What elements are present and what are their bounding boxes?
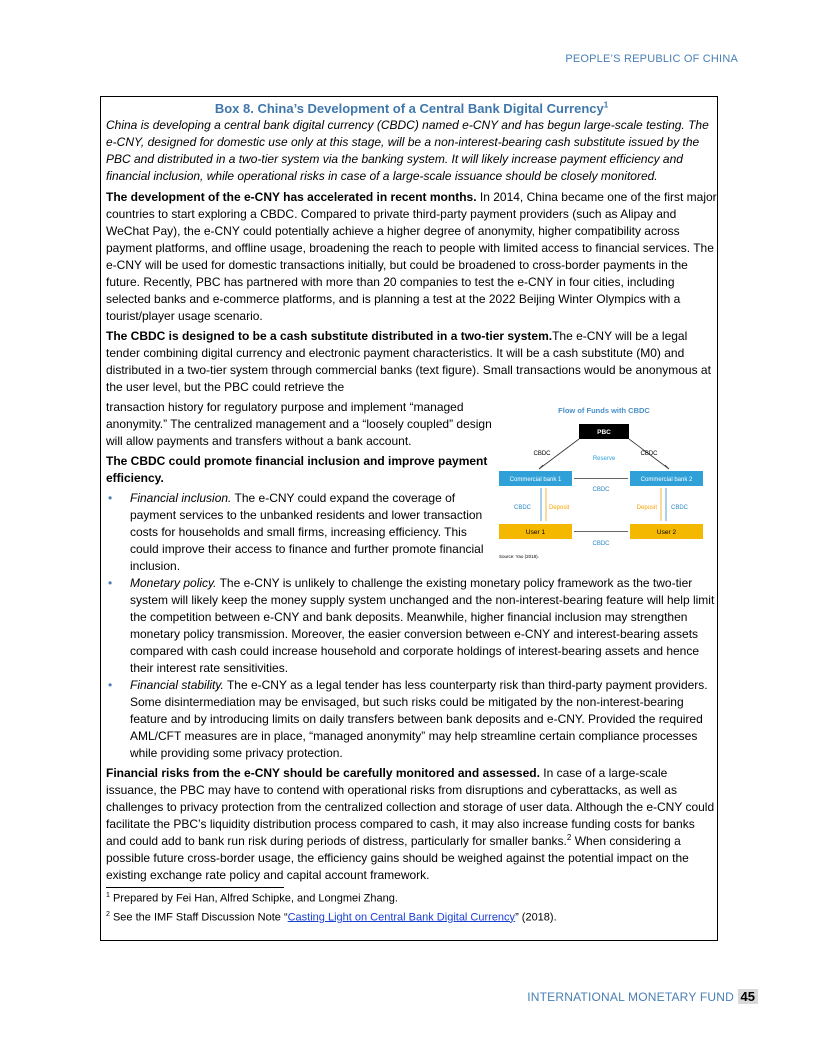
deposit-label-user1: Deposit	[549, 505, 570, 511]
bank1-label: Commercial bank 1	[509, 477, 562, 483]
user1-label: User 1	[525, 529, 546, 536]
cbdc-label-user2: CBDC	[671, 505, 689, 511]
bullet-marker: •	[108, 491, 113, 505]
text-financial-stability: The e-CNY as a legal tender has less counterparty risk than third-party payment providers. Some disintermediation may be envisaged, but such risks could be mitigated by the non-interest-bearing feature and by introducing limits on daily transfers between bank deposits and e-CNY. Provided the required AML/CFT measures are in place, “managed anonymity” may help streamline certain compliance processes while providing some privacy protection.	[130, 678, 708, 760]
text-development: In 2014, China became one of the first major countries to start exploring a CBDC. Compared to private third-party payment providers (such as Alipay and WeChat Pay), the e-CNY could potentially achieve a higher degree of anonymity, higher compatibility across payment platforms, and offline usage, broadening the reach to people with limited access to financial services. The e-CNY will be used for domestic transactions initially, but could be broadened to cross-border payments in the future. Recently, PBC has partnered with more than 20 companies to test the e-CNY in four cities, including selected banks and e-commerce platforms, and is planning a test at the 2022 Beijing Winter Olympics with a tourist/player usage scenario.	[106, 190, 717, 323]
box-summary: China is developing a central bank digital currency (CBDC) named e-CNY and has begun large-scale testing. The e-CNY, designed for domestic use only at this stage, will be a non-interest-bearing cash substitute issued by the PBC and distributed in a two-tier system via the banking system. It will likely increase payment efficiency and financial inclusion, while operational risks in case of a large-scale issuance should be closely monitored.	[106, 118, 709, 183]
footer-label: INTERNATIONAL MONETARY FUND	[527, 990, 734, 1004]
bullet-financial-stability	[106, 677, 717, 762]
footnote-ref-2: 2	[566, 833, 572, 842]
pbc-label: PBC	[597, 429, 611, 436]
lead-risks: Financial risks from the e-CNY should be carefully monitored and assessed.	[106, 766, 540, 780]
box-8	[100, 96, 718, 941]
text-design-part1: The e-CNY will be a legal tender combining digital currency and electronic payment characteristics. It will be a cash substitute (M0) and distributed in a two-tier system through commercial banks (text figure). Small transactions would be anonymous at the user level, but the PBC could retrieve the	[106, 329, 711, 394]
term-financial-inclusion: Financial inclusion.	[130, 491, 232, 505]
footnote-2-num: 2	[106, 910, 110, 918]
bank2-label: Commercial bank 2	[640, 477, 693, 483]
reserve-label: Reserve	[592, 456, 616, 462]
page-number: 45	[738, 989, 758, 1004]
footnote-1-num: 1	[106, 892, 110, 899]
footnote-1-text: Prepared by Fei Han, Alfred Schipke, and Longmei Zhang.	[109, 892, 398, 905]
term-financial-stability: Financial stability.	[130, 678, 224, 692]
term-monetary-policy: Monetary policy.	[130, 576, 217, 590]
footnote-2	[106, 907, 716, 926]
cbdc-label-user1: CBDC	[513, 505, 531, 511]
bullet-marker: •	[108, 576, 113, 590]
cbdc-label-right: CBDC	[640, 451, 658, 457]
deposit-label-user2: Deposit	[636, 505, 657, 511]
lead-development: The development of the e-CNY has accelerated in recent months.	[106, 190, 477, 204]
box-title	[106, 100, 717, 117]
bullet-financial-inclusion	[106, 490, 717, 575]
figure-source: Source: Yao (2018).	[499, 554, 539, 559]
para-design-cont: transaction history for regulatory purpose and implement “managed anonymity.” The centralized management and a “loosely coupled” design will allow payments and transfers without a bank account.	[106, 400, 492, 448]
lead-inclusion: The CBDC could promote financial inclusion and improve payment efficiency.	[106, 454, 488, 485]
lead-design: The CBDC is designed to be a cash substitute distributed in a two-tier system.	[106, 329, 553, 343]
cbdc-label-left: CBDC	[533, 451, 551, 457]
text-financial-inclusion: The e-CNY could expand the coverage of payment services to the unbanked residents and lower transaction costs for households and small firms, increasing efficiency. This could improve their access to finance and further promote financial inclusion.	[130, 491, 484, 573]
cbdc-label-users: CBDC	[592, 541, 610, 547]
text-risks-2: When considering a possible future cross-border usage, the efficiency gains should be weighed against the potential impact on the existing exchange rate policy and capital account framework.	[106, 834, 689, 882]
bullet-marker: •	[108, 678, 113, 692]
staff-discussion-note-link[interactable]: Casting Light on Central Bank Digital Currency	[287, 911, 516, 924]
footnote-2-text-after: ” (2018).	[515, 911, 557, 924]
text-monetary-policy: The e-CNY is unlikely to challenge the existing monetary policy framework as the two-tier system will likely keep the money supply system unchanged and the non-interest-bearing feature will help limit the competition between e-CNY and bank deposits. Meanwhile, higher financial inclusion may strengthen monetary policy transmission. Moreover, the easier conversion between e-CNY and interest-bearing assets compared with cash could increase household and corporate holdings of interest-bearing assets and hence their interest rate sensitivities.	[130, 576, 715, 675]
running-head: PEOPLE’S REPUBLIC OF CHINA	[565, 53, 738, 65]
title-footnote-ref: 1	[603, 100, 609, 110]
footnote-1	[106, 888, 716, 907]
text-risks: In case of a large-scale issuance, the PBC may have to contend with operational risks from disruptions and cyberattacks, as well as challenges to privacy protection from the centralized collection and storage of user data. Although the e-CNY could facilitate the PBC’s liquidity distribution process compared to cash, it may also increase funding costs for banks and could add to bank run risk during periods of distress, particularly for smaller banks.	[106, 766, 715, 848]
para-design	[106, 328, 717, 396]
user2-label: User 2	[656, 529, 677, 536]
box-title-text: Box 8. China’s Development of a Central Bank Digital Currency	[214, 101, 604, 116]
cbdc-label-banks: CBDC	[592, 487, 610, 493]
bullet-list	[106, 490, 717, 762]
footnote-2-text-before: See the IMF Staff Discussion Note “	[109, 911, 288, 924]
para-development	[106, 189, 717, 325]
para-risks	[106, 765, 717, 884]
figure-title: Flow of Funds with CBDC	[558, 406, 650, 415]
bullet-monetary-policy	[106, 575, 717, 677]
